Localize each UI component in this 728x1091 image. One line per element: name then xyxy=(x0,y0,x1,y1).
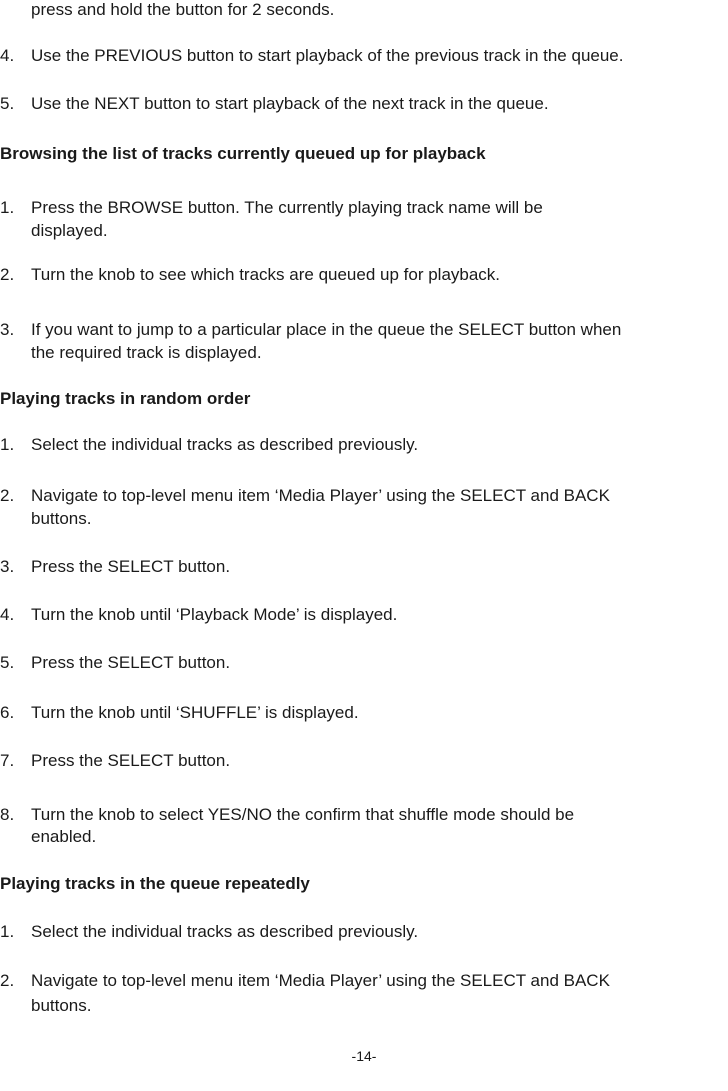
item-text: Turn the knob until ‘Playback Mode’ is displayed. xyxy=(31,605,398,624)
item-text: Navigate to top-level menu item ‘Media Player’ using the SELECT and BACK xyxy=(31,486,610,505)
item-number: 1. xyxy=(0,435,15,454)
item-number: 1. xyxy=(0,922,15,941)
item-text-continuation: buttons. xyxy=(31,509,92,528)
item-text: Turn the knob until ‘SHUFFLE’ is displayed. xyxy=(31,703,359,722)
page-number: -14- xyxy=(351,1048,377,1064)
item-number: 4. xyxy=(0,605,15,624)
item-number: 7. xyxy=(0,751,15,770)
section-heading-repeat: Playing tracks in the queue repeatedly xyxy=(0,874,310,893)
item-text: Press the SELECT button. xyxy=(31,751,231,770)
item-number: 4. xyxy=(0,46,15,65)
item-number: 3. xyxy=(0,557,15,576)
item-text-continuation: the required track is displayed. xyxy=(31,343,262,362)
item-number: 1. xyxy=(0,198,15,217)
item-text: Press the BROWSE button. The currently playing track name will be xyxy=(31,198,543,217)
item-number: 2. xyxy=(0,971,15,990)
item-text: Select the individual tracks as described previously. xyxy=(31,435,419,454)
item-text: Select the individual tracks as described previously. xyxy=(31,922,419,941)
continuation-text: press and hold the button for 2 seconds. xyxy=(31,0,335,19)
item-text: Use the NEXT button to start playback of the next track in the queue. xyxy=(31,94,549,113)
section-heading-random: Playing tracks in random order xyxy=(0,389,251,408)
item-text: Use the PREVIOUS button to start playback of the previous track in the queue. xyxy=(31,46,624,65)
item-number: 8. xyxy=(0,805,15,824)
item-number: 2. xyxy=(0,265,15,284)
item-text: Press the SELECT button. xyxy=(31,557,231,576)
item-number: 5. xyxy=(0,94,15,113)
item-number: 6. xyxy=(0,703,15,722)
item-number: 5. xyxy=(0,653,15,672)
item-text-continuation: displayed. xyxy=(31,221,108,240)
item-number: 3. xyxy=(0,320,15,339)
item-text: If you want to jump to a particular place in the queue the SELECT button when xyxy=(31,320,622,339)
section-heading-browse: Browsing the list of tracks currently queued up for playback xyxy=(0,144,486,163)
item-text: Press the SELECT button. xyxy=(31,653,231,672)
item-text: Turn the knob to see which tracks are queued up for playback. xyxy=(31,265,501,284)
item-text: Navigate to top-level menu item ‘Media Player’ using the SELECT and BACK xyxy=(31,971,610,990)
item-text: Turn the knob to select YES/NO the confirm that shuffle mode should be xyxy=(31,805,575,824)
item-text-continuation: buttons. xyxy=(31,996,92,1015)
item-text-continuation: enabled. xyxy=(31,827,97,846)
item-number: 2. xyxy=(0,486,15,505)
